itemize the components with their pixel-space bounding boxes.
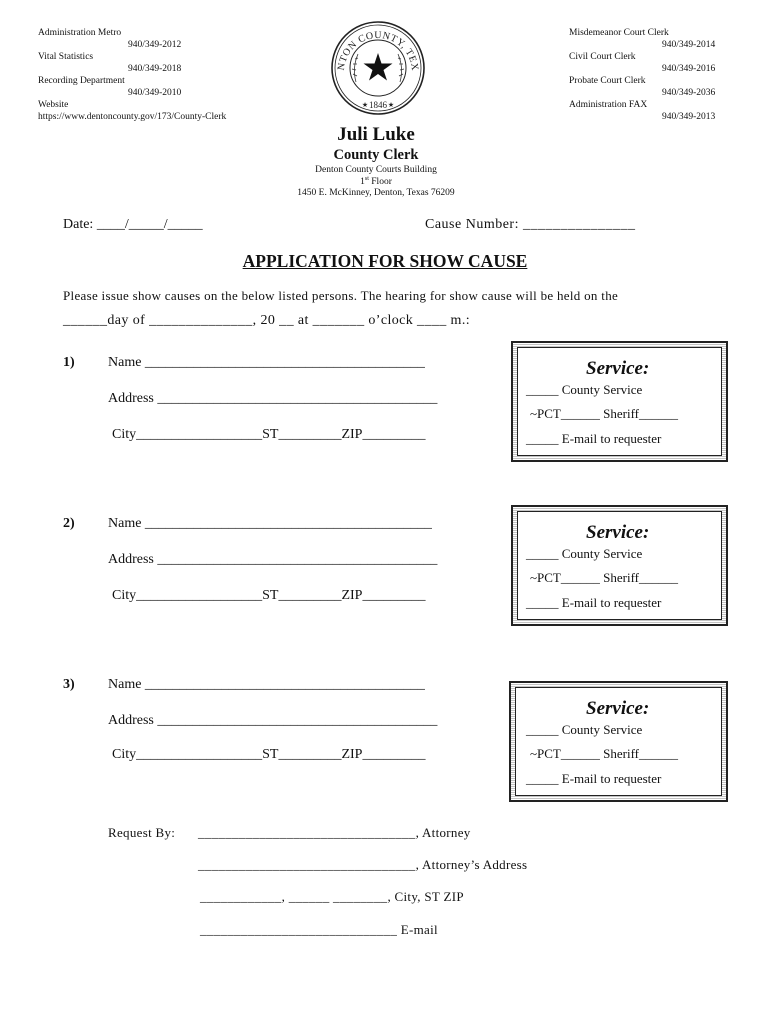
service-title: Service:: [586, 698, 650, 719]
floor-word: Floor: [371, 177, 392, 188]
person-number: 2): [63, 516, 75, 531]
county-service-option[interactable]: _____ County Service: [526, 382, 643, 397]
service-title: Service:: [586, 522, 650, 543]
svg-text:★: ★: [361, 101, 369, 109]
service-box-inner: [515, 687, 722, 796]
probate-phone: 940/349-2036: [662, 88, 716, 98]
pct-sheriff-option[interactable]: ~PCT______ Sheriff______: [530, 406, 678, 421]
fax-phone: 940/349-2013: [662, 112, 716, 122]
service-box-inner: [517, 347, 722, 456]
misdemeanor-phone: 940/349-2014: [662, 40, 716, 50]
city-st-zip-field[interactable]: City__________________ST_________ZIP_________: [112, 427, 426, 442]
county-seal: [330, 20, 426, 116]
recording-label: Recording Department: [38, 76, 125, 86]
vital-stats-phone: 940/349-2018: [128, 64, 182, 74]
city-state-zip-field[interactable]: ____________, ______ ________, City, ST ZIP: [200, 889, 464, 904]
request-by-label: Request By:: [108, 825, 176, 840]
vital-stats-label: Vital Statistics: [38, 52, 94, 62]
clerk-address: 1450 E. McKinney, Denton, Texas 76209: [297, 188, 455, 198]
address-field[interactable]: Address ________________________________________: [108, 391, 438, 406]
name-field[interactable]: Name ________________________________________: [108, 677, 425, 692]
name-field[interactable]: Name ________________________________________: [108, 355, 425, 370]
seal-graphic: [330, 20, 426, 116]
attorney-address-field[interactable]: ________________________________, Attorney’s Address: [198, 857, 528, 872]
service-box-1: [511, 341, 728, 462]
county-service-option[interactable]: _____ County Service: [526, 546, 643, 561]
seal-year: 1846: [369, 100, 387, 110]
admin-metro-label: Administration Metro: [38, 28, 122, 38]
name-field[interactable]: Name _________________________________________: [108, 516, 432, 531]
clerk-name: Juli Luke: [337, 124, 415, 145]
hearing-line[interactable]: ______day of ______________, 20 __ at _______ o’clock ____ m.:: [63, 313, 471, 328]
service-box-3: [509, 681, 728, 802]
email-requester-option[interactable]: _____ E-mail to requester: [526, 771, 662, 786]
website-url[interactable]: https://www.dentoncounty.gov/173/County-Clerk: [38, 112, 227, 122]
clerk-title: County Clerk: [333, 147, 419, 163]
civil-label: Civil Court Clerk: [569, 52, 636, 62]
cause-number-field[interactable]: Cause Number: _______________: [425, 217, 636, 232]
svg-text:★: ★: [387, 101, 395, 109]
floor-number: 1: [360, 177, 365, 188]
recording-phone: 940/349-2010: [128, 88, 182, 98]
email-requester-option[interactable]: _____ E-mail to requester: [526, 431, 662, 446]
instructions-text: Please issue show causes on the below listed persons. The hearing for show cause will be held on the: [63, 288, 619, 303]
pct-sheriff-option[interactable]: ~PCT______ Sheriff______: [530, 746, 678, 761]
service-title: Service:: [586, 358, 650, 379]
city-st-zip-field[interactable]: City__________________ST_________ZIP_________: [112, 747, 426, 762]
service-box-inner: [517, 511, 722, 620]
city-st-zip-field[interactable]: City__________________ST_________ZIP_________: [112, 588, 426, 603]
fax-label: Administration FAX: [569, 100, 648, 110]
service-box-2: [511, 505, 728, 626]
probate-label: Probate Court Clerk: [569, 76, 646, 86]
application-title: APPLICATION FOR SHOW CAUSE: [242, 251, 528, 271]
person-number: 1): [63, 355, 75, 370]
admin-metro-phone: 940/349-2012: [128, 40, 182, 50]
person-number: 3): [63, 677, 75, 692]
courts-building: Denton County Courts Building: [315, 165, 437, 175]
attorney-field[interactable]: ________________________________, Attorney: [198, 825, 471, 840]
civil-phone: 940/349-2016: [662, 64, 716, 74]
floor-suffix: st: [364, 176, 369, 182]
misdemeanor-label: Misdemeanor Court Clerk: [569, 28, 669, 38]
address-field[interactable]: Address ________________________________________: [108, 713, 438, 728]
email-field[interactable]: _____________________________ E-mail: [200, 922, 438, 937]
county-service-option[interactable]: _____ County Service: [526, 722, 643, 737]
pct-sheriff-option[interactable]: ~PCT______ Sheriff______: [530, 570, 678, 585]
email-requester-option[interactable]: _____ E-mail to requester: [526, 595, 662, 610]
website-label: Website: [38, 100, 69, 110]
seal-top-text: NTON COUNTY, TEX: [335, 29, 421, 72]
floor-line: [0, 176, 752, 188]
date-field[interactable]: Date: ____/_____/_____: [63, 217, 203, 232]
address-field[interactable]: Address ________________________________________: [108, 552, 438, 567]
